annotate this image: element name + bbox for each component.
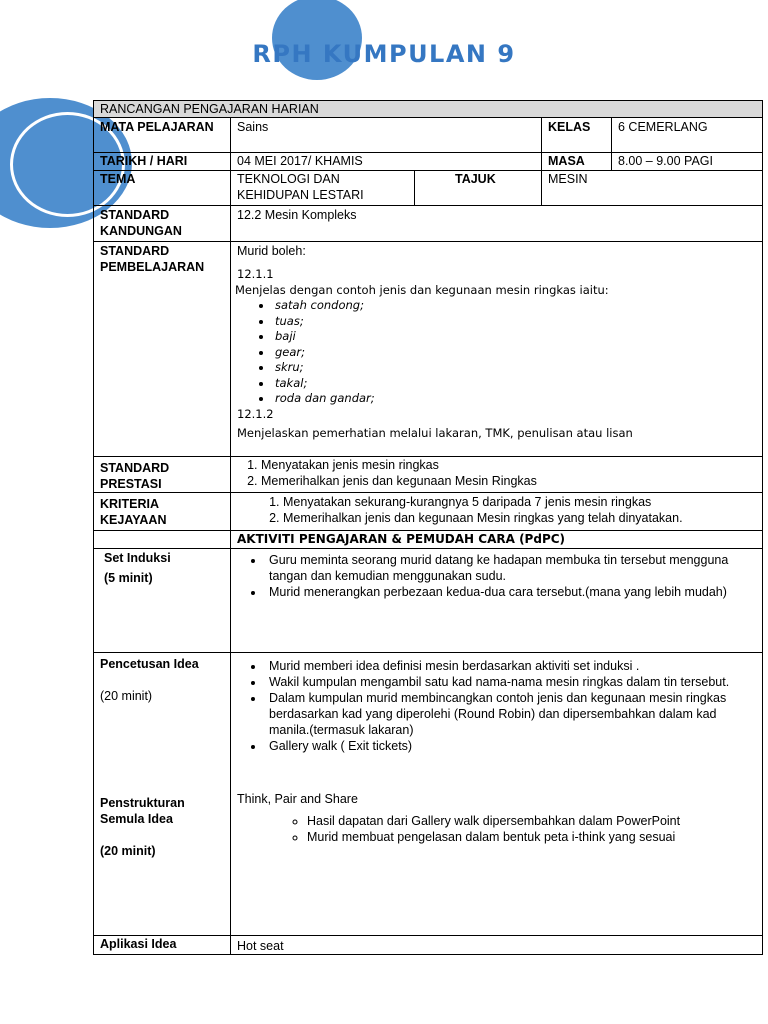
sp-desc-2: Menjelaskan pemerhatian melalui lakaran, TMK, penulisan atau lisan: [237, 426, 633, 440]
masa-label: MASA: [542, 153, 612, 171]
kriteria-content: [231, 493, 763, 531]
list-item: 1. Menyatakan sekurang-kurangnya 5 daripada 7 jenis mesin ringkas: [283, 494, 756, 510]
penstrukturan-intro: Think, Pair and Share: [237, 792, 358, 806]
sp-desc-1: Menjelas dengan contoh jenis dan kegunaan mesin ringkas iaitu:: [235, 282, 609, 297]
tajuk-label: TAJUK: [415, 171, 542, 206]
standard-kandungan-label: STANDARD KANDUNGAN: [94, 206, 231, 242]
pencetusan-time: (20 minit): [100, 689, 153, 703]
list-item: 2. Memerihalkan jenis dan kegunaan Mesin Ringkas: [261, 473, 756, 489]
list-item: ◦ Murid membuat pengelasan dalam bentuk peta i-think yang sesuai: [307, 829, 756, 845]
aplikasi-label: Aplikasi Idea: [94, 936, 231, 955]
standard-prestasi-row: [94, 457, 763, 493]
aktiviti-heading: AKTIVITI PENGAJARAN & PEMUDAH CARA (PdPC): [231, 531, 763, 549]
tema-value: TEKNOLOGI DAN KEHIDUPAN LESTARI: [231, 171, 415, 206]
set-induksi-row: [94, 549, 763, 653]
list-item: • takal;: [273, 376, 756, 392]
tarikh-label: TARIKH / HARI: [94, 153, 231, 171]
pencetusan-list: [237, 658, 756, 754]
penstrukturan-time: (20 minit): [100, 844, 156, 858]
standard-kandungan-value: 12.2 Mesin Kompleks: [231, 206, 763, 242]
tajuk-value: MESIN: [542, 171, 763, 206]
prestasi-list: [237, 457, 756, 489]
kriteria-list: [237, 494, 756, 526]
list-item: • satah condong;: [273, 298, 756, 314]
set-induksi-time: (5 minit): [104, 571, 153, 585]
pencetusan-content: [231, 653, 763, 936]
mata-label: MATA PELAJARAN: [94, 118, 231, 153]
set-induksi-content: [231, 549, 763, 653]
list-item: 2. Memerihalkan jenis dan kegunaan Mesin ringkas yang telah dinyatakan.: [283, 510, 756, 526]
aktiviti-heading-row: [94, 531, 763, 549]
list-item: • tuas;: [273, 314, 756, 330]
sp-code-2: 12.1.2: [237, 406, 274, 421]
kriteria-label: KRITERIA KEJAYAAN: [94, 493, 231, 531]
mata-value: Sains: [231, 118, 542, 153]
tema-row: [94, 171, 763, 206]
sp-item-list: [237, 298, 756, 407]
aktiviti-heading-blank: [94, 531, 231, 549]
header-cell: RANCANGAN PENGAJARAN HARIAN: [94, 101, 763, 118]
list-item: • baji: [273, 329, 756, 345]
lesson-plan-table: [93, 100, 763, 955]
pencetusan-label: Pencetusan Idea: [100, 657, 199, 671]
masa-value: 8.00 – 9.00 PAGI: [612, 153, 763, 171]
aplikasi-value: Hot seat: [231, 936, 763, 955]
list-item: • skru;: [273, 360, 756, 376]
sp-code-1: 12.1.1: [237, 267, 274, 281]
list-item: • gear;: [273, 345, 756, 361]
standard-pembelajaran-row: [94, 242, 763, 457]
standard-prestasi-content: [231, 457, 763, 493]
standard-pembelajaran-content: [231, 242, 763, 457]
kelas-label: KELAS: [542, 118, 612, 153]
list-item: • roda dan gandar;: [273, 391, 756, 407]
mata-row: [94, 118, 763, 153]
tarikh-row: [94, 153, 763, 171]
list-item: • Wakil kumpulan mengambil satu kad nama-nama mesin ringkas dalam tin tersebut.: [265, 674, 756, 690]
list-item: 1. Menyatakan jenis mesin ringkas: [261, 457, 756, 473]
header-row: [94, 101, 763, 118]
page-title: RPH KUMPULAN 9: [252, 40, 516, 68]
penstrukturan-list: [237, 813, 756, 845]
tarikh-value: 04 MEI 2017/ KHAMIS: [231, 153, 542, 171]
kelas-value: 6 CEMERLANG: [612, 118, 763, 153]
list-item: • Gallery walk ( Exit tickets): [265, 738, 756, 754]
set-induksi-label: Set Induksi: [104, 551, 171, 565]
set-induksi-list: [237, 552, 756, 600]
set-induksi-label-cell: [94, 549, 231, 653]
pencetusan-label-cell: [94, 653, 231, 936]
aplikasi-row: [94, 936, 763, 955]
pencetusan-row: [94, 653, 763, 936]
standard-pembelajaran-label: STANDARD PEMBELAJARAN: [94, 242, 231, 457]
standard-prestasi-label: STANDARD PRESTASI: [94, 457, 231, 493]
tema-label: TEMA: [94, 171, 231, 206]
list-item: • Guru meminta seorang murid datang ke hadapan membuka tin tersebut mengguna tangan dan kemudian menggunakan sudu.: [265, 552, 756, 584]
standard-kandungan-row: [94, 206, 763, 242]
list-item: ◦ Hasil dapatan dari Gallery walk dipersembahkan dalam PowerPoint: [307, 813, 756, 829]
list-item: • Murid menerangkan perbezaan kedua-dua cara tersebut.(mana yang lebih mudah): [265, 584, 756, 600]
kriteria-row: [94, 493, 763, 531]
list-item: • Murid memberi idea definisi mesin berdasarkan aktiviti set induksi .: [265, 658, 756, 674]
penstrukturan-label: Penstrukturan Semula Idea: [100, 796, 185, 826]
sp-intro: Murid boleh:: [237, 244, 306, 258]
list-item: • Dalam kumpulan murid membincangkan contoh jenis dan kegunaan mesin ringkas berdasarkan kad yang diperolehi (Round Robin) dan dipersembahkan dalam kad manila.(termasuk lakaran): [265, 690, 756, 738]
